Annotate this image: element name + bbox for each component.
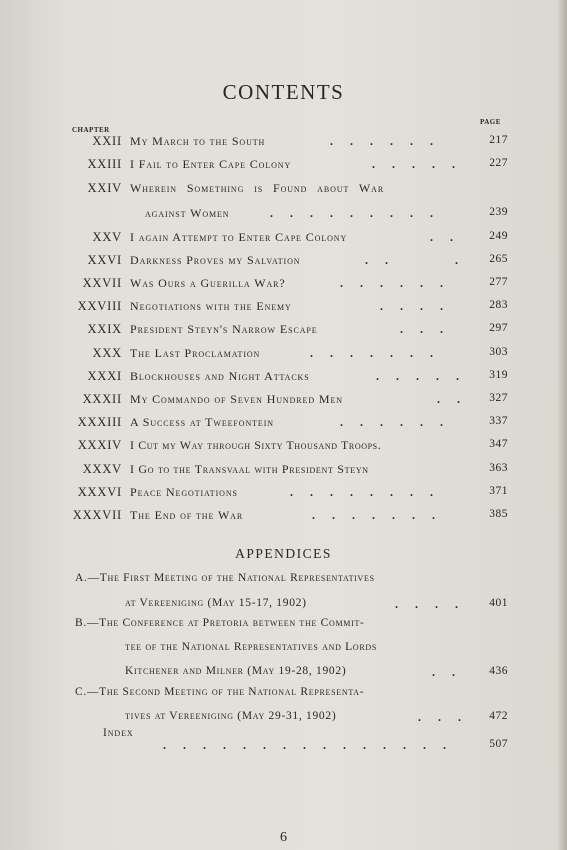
chapter-title-line1: Wherein Something is Found about War [130,181,385,195]
appendix-page: 436 [489,665,508,677]
index-page: 507 [489,738,508,750]
chapter-title: Darkness Proves my Salvation [130,253,301,267]
appendix-page: 401 [489,597,508,609]
leader-dots: . . [365,253,395,267]
chapter-number: XXIV [87,181,122,195]
leader-dots: . . . . . . [340,415,450,429]
leader-dots: . . [437,392,467,406]
appendix-title-cont: tives at Vereeniging (May 29-31, 1902) [125,710,337,722]
chapter-title: I Fail to Enter Cape Colony [130,157,292,171]
chapter-title: Was Ours a Guerilla War? [130,276,286,290]
appendix-title: C.—The Second Meeting of the National Representa- [75,686,365,698]
chapter-page: 239 [489,206,508,218]
leader-dots: . [455,253,465,267]
chapter-title: A Success at Tweefontein [130,415,274,429]
leader-dots: . . . . . . . [310,346,440,360]
chapter-title: Negotiations with the Enemy [130,299,292,313]
page-column-header: PAGE [480,118,501,126]
chapter-page: 227 [489,157,508,169]
leader-dots: . . . [418,710,468,724]
leader-dots: . . . . [380,299,450,313]
appendix-title-cont: tee of the National Representatives and Lords [125,641,377,653]
chapter-title: I Cut my Way through Sixty Thousand Troops. [130,438,382,452]
chapter-number: XXII [92,134,122,148]
chapter-title: The Last Proclamation [130,346,261,360]
chapter-page: 371 [489,485,508,497]
chapter-page: 385 [489,508,508,520]
appendix-title: B.—The Conference at Pretoria between the Commit- [75,617,365,629]
chapter-title: I again Attempt to Enter Cape Colony [130,230,348,244]
chapter-page: 217 [489,134,508,146]
chapter-page: 363 [489,462,508,474]
leader-dots: . . . . . [372,157,462,171]
chapter-page: 347 [489,438,508,450]
chapter-title: President Steyn's Narrow Escape [130,322,318,336]
leader-dots: . . . . . . . . [290,485,440,499]
leader-dots: . . . . . . [340,276,450,290]
chapter-page: 283 [489,299,508,311]
chapter-number: XXV [92,230,122,244]
leader-dots: . . . . . . . [312,508,442,522]
leader-dots: . . . . . . . . . [270,206,440,220]
leader-dots: . . [430,230,460,244]
appendices-heading: APPENDICES [235,546,332,561]
chapter-number: XXIII [87,157,122,171]
appendix-title: A.—The First Meeting of the National Representatives [75,572,375,584]
chapter-page: 265 [489,253,508,265]
chapter-number: XXIX [87,322,122,336]
chapter-number: XXXVII [72,508,122,522]
chapter-number: XXXII [82,392,122,406]
chapter-page: 303 [489,346,508,358]
chapter-title: The End of the War [130,508,244,522]
page-title: CONTENTS [222,80,345,104]
chapter-column-header: CHAPTER [72,126,110,134]
chapter-title-line2: against Women [145,206,230,220]
appendix-title-cont: Kitchener and Milner (May 19-28, 1902) [125,665,347,677]
chapter-page: 337 [489,415,508,427]
leader-dots: . . . . . . [330,134,440,148]
chapter-number: XXVIII [77,299,122,313]
chapter-title: Peace Negotiations [130,485,238,499]
chapter-number: XXXIII [77,415,122,429]
chapter-title: Blockhouses and Night Attacks [130,369,310,383]
appendix-page: 472 [489,710,508,722]
chapter-number: XXXIV [77,438,122,452]
chapter-title: I Go to the Transvaal with President Steyn [130,462,369,476]
leader-dots: . . . . . . . . . . . . . . . [163,738,453,752]
chapter-page: 277 [489,276,508,288]
chapter-number: XXXV [82,462,122,476]
chapter-number: XXXI [87,369,122,383]
leader-dots: . . . [400,322,450,336]
leader-dots: . . . . [395,597,465,611]
chapter-page: 319 [489,369,508,381]
appendix-title-cont: at Vereeniging (May 15-17, 1902) [125,597,307,609]
chapter-page: 249 [489,230,508,242]
leader-dots: . . . . . [376,369,466,383]
chapter-number: XXVI [87,253,122,267]
chapter-number: XXX [92,346,122,360]
index-label: Index [103,727,134,739]
leader-dots: . . [432,665,462,679]
chapter-title: My Commando of Seven Hundred Men [130,392,343,406]
chapter-number: XXXVI [77,485,122,499]
page-number: 6 [280,830,287,845]
chapter-number: XXVII [82,276,122,290]
chapter-page: 297 [489,322,508,334]
chapter-title: My March to the South [130,134,266,148]
chapter-page: 327 [489,392,508,404]
